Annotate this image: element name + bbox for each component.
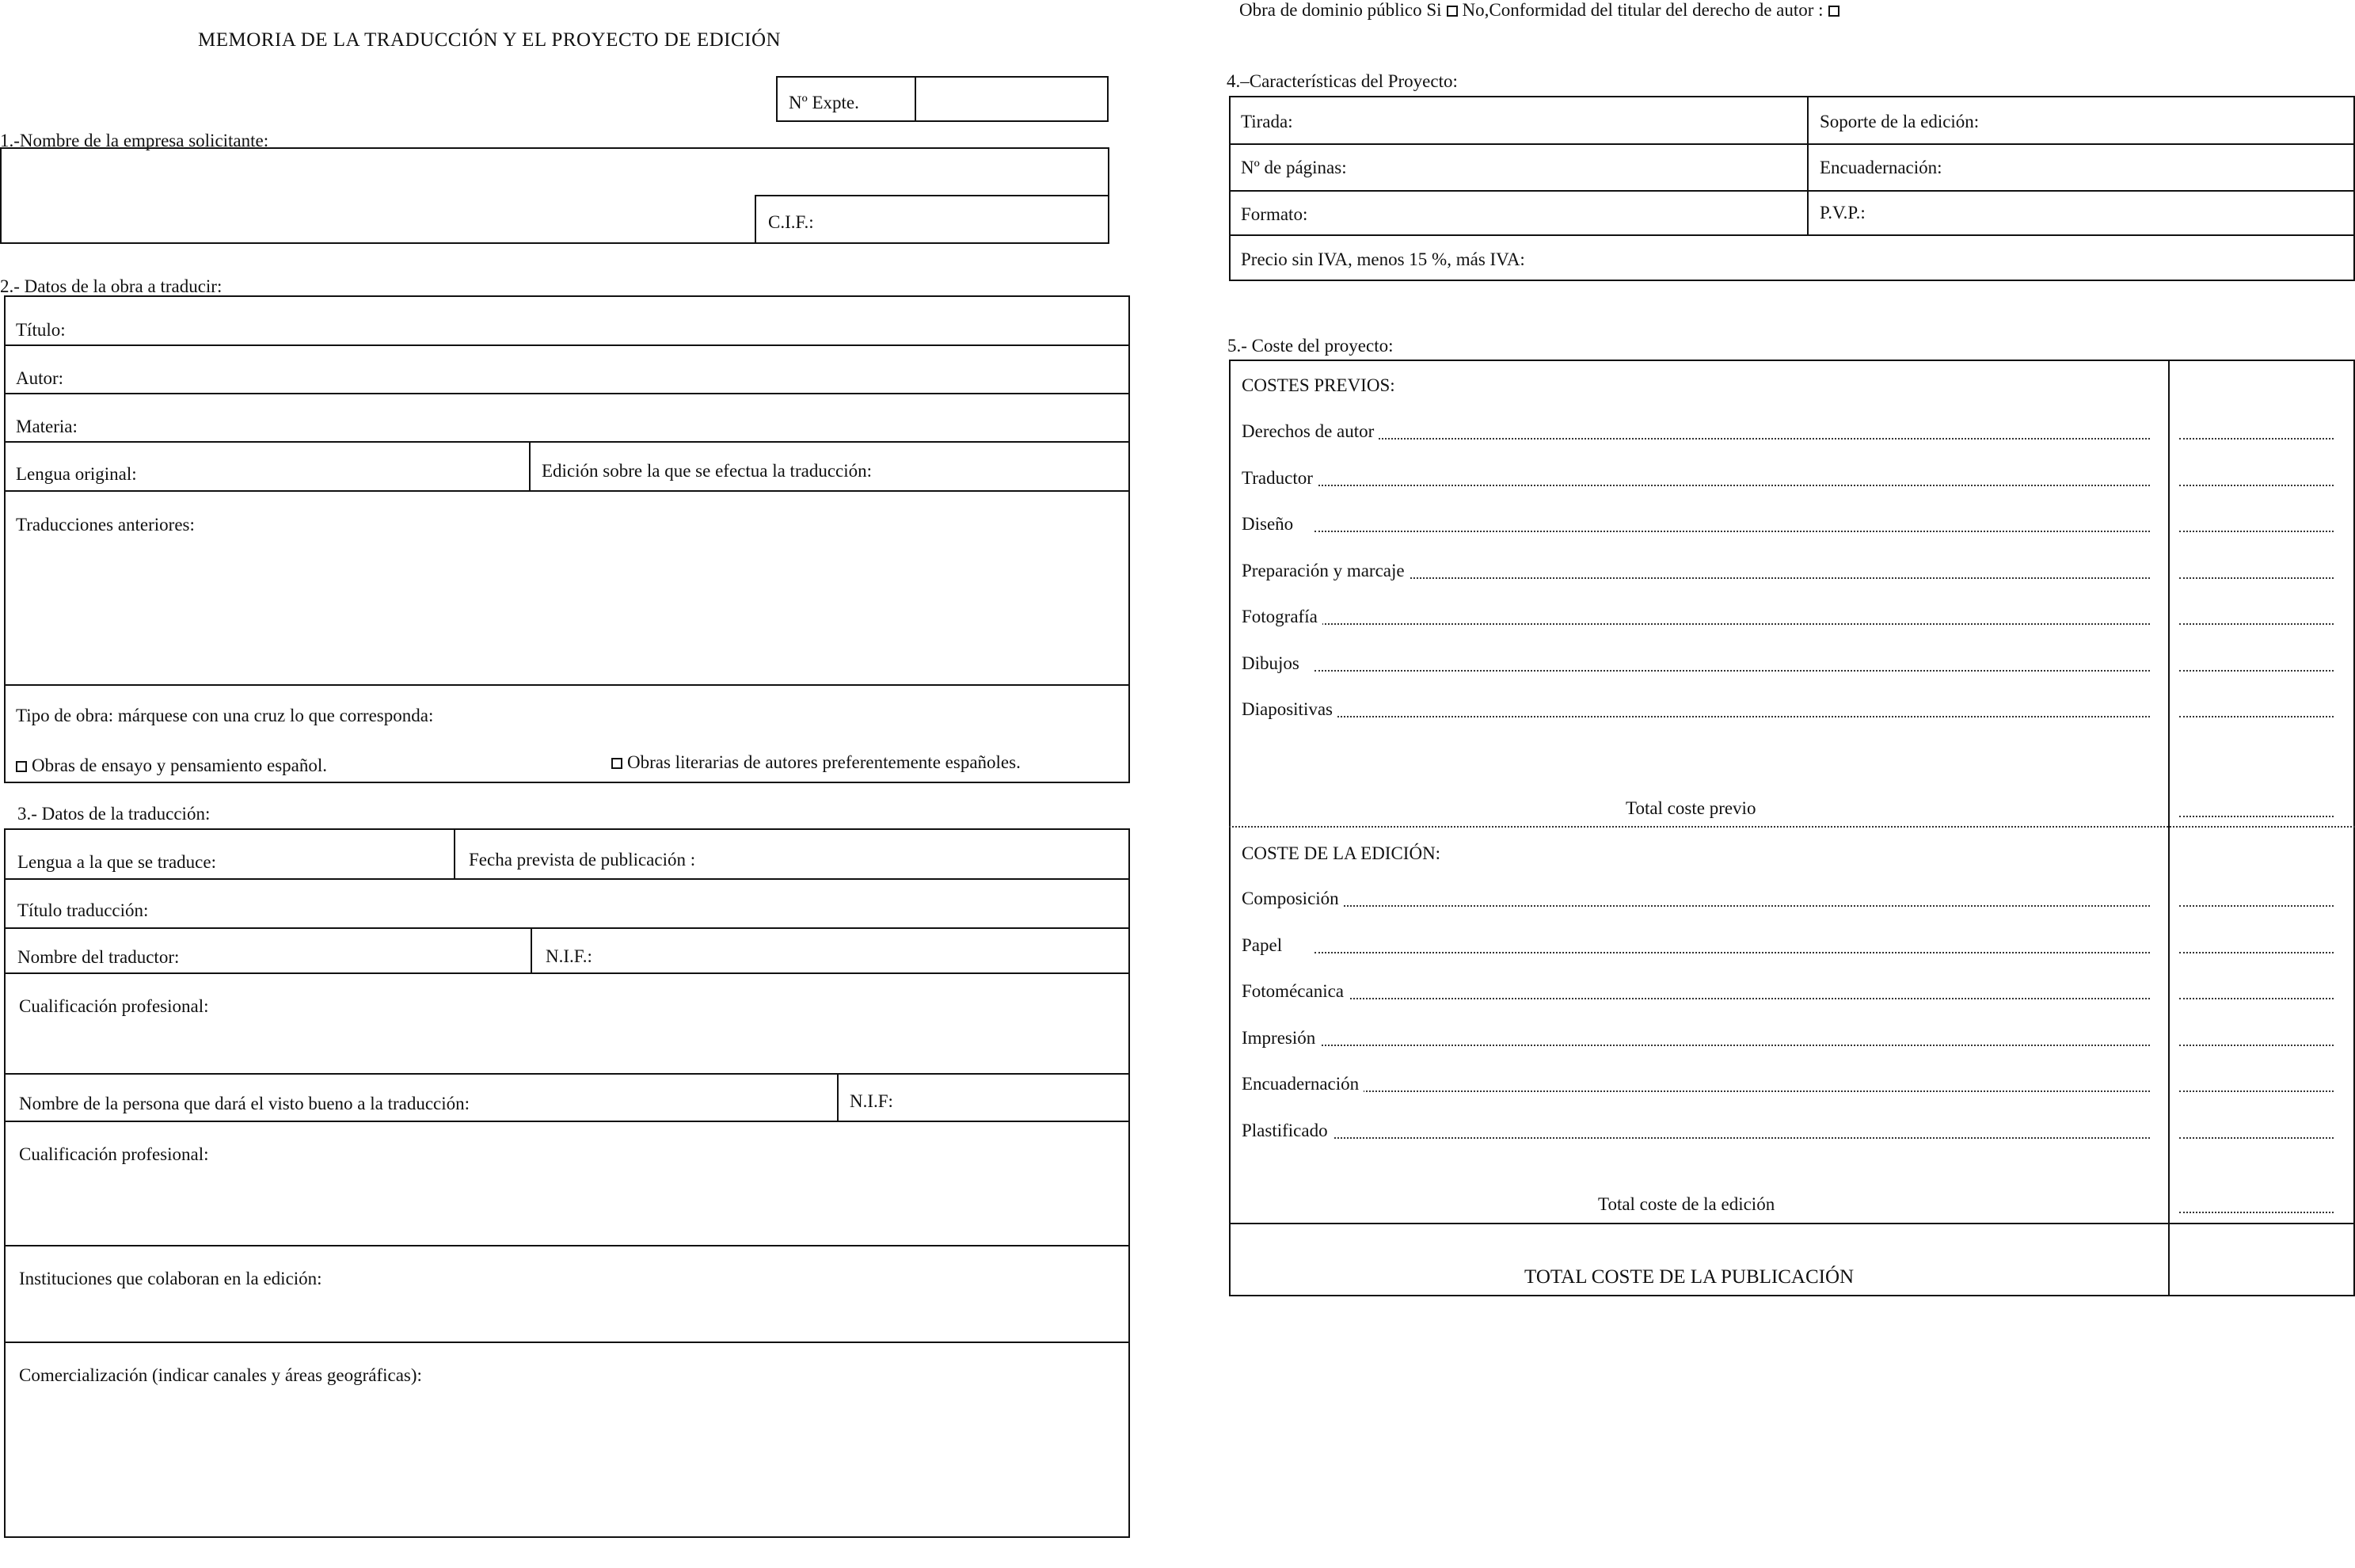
checkbox-icon[interactable] [1828,6,1839,17]
pvp-field[interactable] [1885,193,2350,231]
paginas-field[interactable] [1378,147,1801,187]
cost-item-label: Plastificado [1242,1121,1333,1140]
dot-leader [1314,716,2150,717]
soporte-field[interactable] [2011,100,2350,139]
comercializacion-field[interactable] [10,1390,1122,1532]
formato-field[interactable] [1330,193,1801,231]
opt-ensayo[interactable] [16,756,327,774]
opt-ensayo-label: Obras de ensayo y pensamiento español. [32,755,328,775]
lengua-original-field[interactable] [166,445,523,486]
nif-traductor-label: N.I.F.: [546,946,592,966]
dot-leader [1314,905,2150,907]
dot-leader [1314,1090,2150,1092]
autor-label: Autor: [16,368,64,388]
precio-label: Precio sin IVA, menos 15 %, más IVA: [1241,249,1525,269]
cost-item-label: Fotomécanica [1242,982,1349,1000]
dot-leader [1314,998,2150,999]
tipo-obra-label: Tipo de obra: márquese con una cruz lo que corresponda: [16,706,434,725]
traducciones-label: Traducciones anteriores: [16,515,195,535]
instituciones-label: Instituciones que colaboran en la edición: [19,1269,322,1288]
lengua-original-label: Lengua original: [16,464,137,484]
nif-traductor-field[interactable] [602,931,1124,970]
total-previo-value[interactable] [2174,792,2351,822]
cost-value-field[interactable] [2174,555,2351,584]
cost-item-label: Traductor [1242,469,1318,487]
persona-visto-label: Nombre de la persona que dará el visto bueno a la traducción: [19,1094,470,1113]
paginas-label: Nº de páginas: [1241,158,1347,177]
page-title: MEMORIA DE LA TRADUCCIÓN Y EL PROYECTO DE EDICIÓN [198,29,782,51]
total-publicacion-label: TOTAL COSTE DE LA PUBLICACIÓN [1524,1266,1855,1288]
edicion-label: Edición sobre la que se efectua la traducción: [542,461,873,481]
cost-value-field[interactable] [2174,1068,2351,1097]
materia-field[interactable] [79,397,1124,438]
titulo-traduccion-field[interactable] [182,882,1124,923]
cost-item-label: Derechos de autor [1242,422,1379,440]
dominio-si-label: Obra de dominio público Si [1239,0,1442,20]
cost-item-label: Composición [1242,889,1344,908]
dot-leader [1314,670,2150,672]
fecha-field[interactable] [744,833,1124,874]
cost-value-field[interactable] [2174,1022,2351,1051]
cost-value-field[interactable] [2174,416,2351,444]
cualificacion-2-field[interactable] [10,1168,1122,1241]
dominio-no-label: No,Conformidad del titular del derecho de autor : [1462,0,1824,20]
autor-field[interactable] [79,348,1124,390]
empresa-field[interactable] [5,152,749,239]
nif-persona-field[interactable] [903,1077,1124,1117]
cost-value-field[interactable] [2174,930,2351,958]
encuadernacion-field[interactable] [1972,147,2350,187]
cost-value-field[interactable] [2174,648,2351,676]
formato-label: Formato: [1241,204,1308,224]
cost-value-field[interactable] [2174,462,2351,491]
encuadernacion-label: Encuadernación: [1820,158,1942,177]
tirada-label: Tirada: [1241,112,1293,131]
coste-edicion-title: COSTE DE LA EDICIÓN: [1242,843,1441,863]
cost-item-label: Dibujos [1242,654,1304,672]
titulo-label: Título: [16,320,66,340]
dot-leader [1314,1045,2150,1046]
titulo-traduccion-label: Título traducción: [17,900,149,920]
lengua-traduce-label: Lengua a la que se traduce: [17,852,216,872]
dot-leader [1314,531,2150,532]
total-previo-label: Total coste previo [1626,798,1756,818]
cost-value-field[interactable] [2174,508,2351,537]
opt-literarias-label: Obras literarias de autores preferentemente españoles. [627,752,1021,772]
cost-value-field[interactable] [2174,883,2351,911]
section-5-heading: 5.- Coste del proyecto: [1227,336,1394,356]
fecha-label: Fecha prevista de publicación : [469,850,696,870]
cualificacion-1-field[interactable] [10,1020,1122,1069]
checkbox-icon[interactable] [1447,6,1458,17]
total-edicion-label: Total coste de la edición [1598,1194,1775,1214]
dot-leader [1314,1137,2150,1139]
cost-item-label: Preparación y marcaje [1242,561,1410,580]
section-3-heading: 3.- Datos de la traducción: [17,804,211,824]
dot-leader [1314,577,2150,579]
lengua-traduce-field[interactable] [261,833,448,874]
cost-item-label: Fotografía [1242,607,1322,626]
soporte-label: Soporte de la edición: [1820,112,1980,131]
dot-leader [1314,485,2150,486]
expediente-label: Nº Expte. [789,93,859,112]
tirada-field[interactable] [1314,100,1801,139]
coste-box [1229,360,2355,1296]
opt-literarias[interactable] [611,753,1021,771]
titulo-field[interactable] [79,301,1124,342]
dot-leader [1314,623,2150,625]
instituciones-field[interactable] [10,1292,1122,1337]
cualificacion-1-label: Cualificación profesional: [19,996,209,1016]
nif-persona-label: N.I.F: [850,1091,893,1111]
cost-value-field[interactable] [2174,694,2351,722]
cost-value-field[interactable] [2174,1115,2351,1144]
dot-leader [1314,438,2150,440]
section-4-heading: 4.–Características del Proyecto: [1227,71,1458,91]
pvp-label: P.V.P.: [1820,203,1866,223]
total-publicacion-value[interactable] [2173,1227,2352,1293]
dominio-publico [1239,1,1844,19]
cost-item-label: Papel [1242,936,1287,954]
cost-item-label: Diseño [1242,515,1298,533]
costes-previos-title: COSTES PREVIOS: [1242,375,1395,395]
total-edicion-value[interactable] [2174,1188,2351,1218]
section-1-heading: 1.-Nombre de la empresa solicitante: [0,131,269,150]
cost-item-label: Diapositivas [1242,700,1337,718]
section-2-heading: 2.- Datos de la obra a traducir: [0,276,223,296]
cost-item-label: Impresión [1242,1029,1320,1047]
materia-label: Materia: [16,417,78,436]
expediente-field[interactable] [919,79,1105,119]
precio-field[interactable] [1584,238,2350,277]
traducciones-field[interactable] [10,539,1122,679]
nombre-traductor-field[interactable] [222,931,526,970]
checkbox-icon[interactable] [16,761,27,772]
cif-label: C.I.F.: [768,212,814,232]
cost-value-field[interactable] [2174,601,2351,630]
dot-leader [1314,952,2150,953]
checkbox-icon[interactable] [611,758,622,769]
cost-value-field[interactable] [2174,976,2351,1004]
cost-item-label: Encuadernación [1242,1075,1364,1093]
nombre-traductor-label: Nombre del traductor: [17,947,180,967]
comercializacion-label: Comercialización (indicar canales y áreas geográficas): [19,1365,422,1385]
cualificacion-2-label: Cualificación profesional: [19,1144,209,1164]
